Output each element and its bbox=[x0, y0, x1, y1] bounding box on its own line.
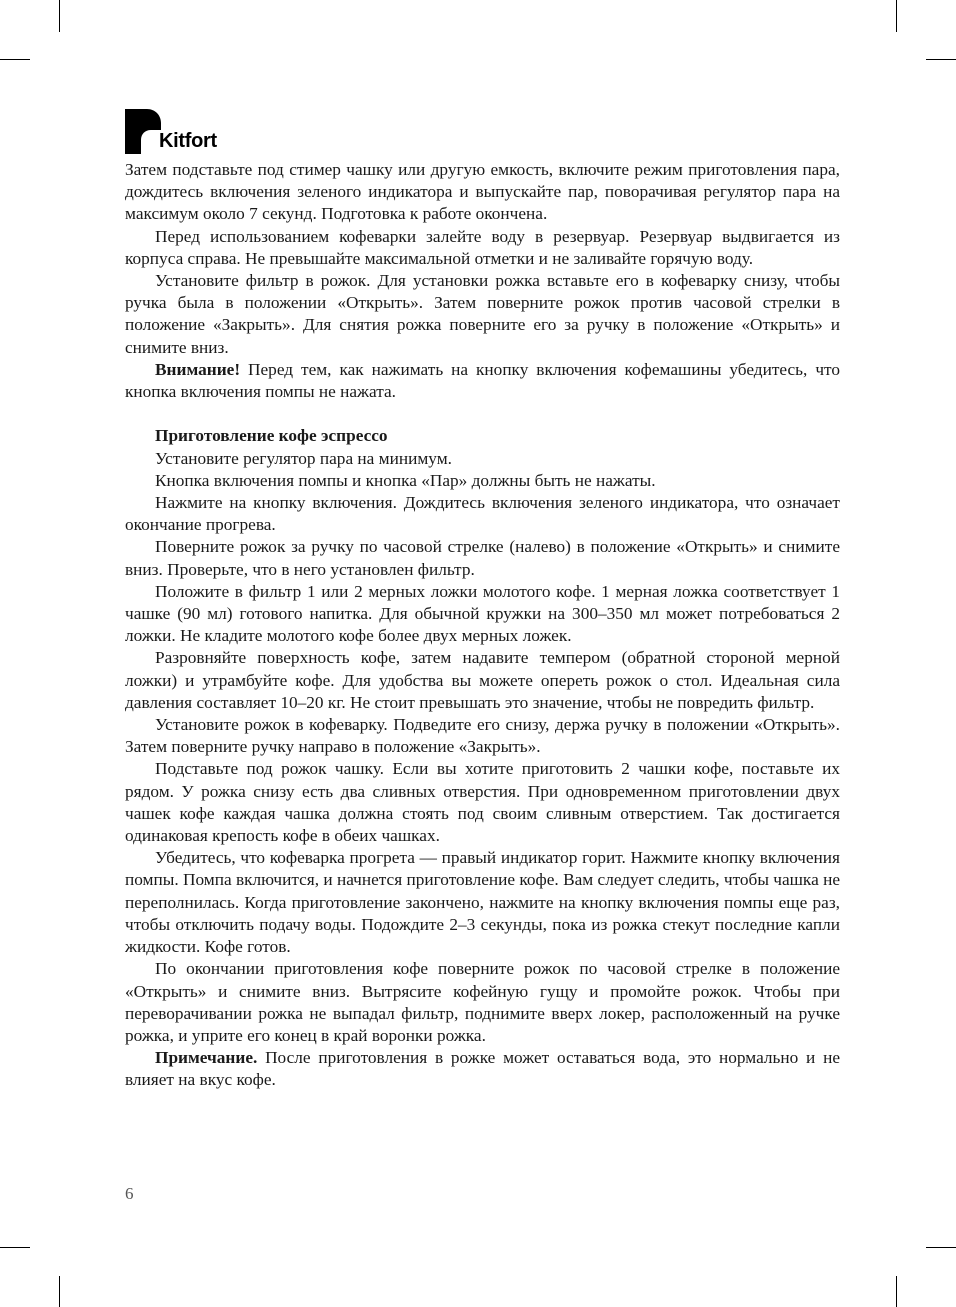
step-4: Поверните рожок за ручку по часовой стрелке (налево) в положение «Открыть» и снимите вниз. Проверьте, что в него установлен фильтр. bbox=[125, 537, 840, 579]
section-heading-espresso: Приготовление кофе эспрессо bbox=[155, 426, 388, 446]
page-number: 6 bbox=[125, 1184, 134, 1203]
note-label: Примечание. bbox=[155, 1048, 258, 1068]
document-body bbox=[125, 159, 840, 1092]
crop-mark-bottom-right-v bbox=[896, 1276, 897, 1307]
step-10: По окончании приготовления кофе поверните рожок по часовой стрелке в положение «Открыть» и снимите вниз. Вытрясите кофейную гущу и промойте рожок. Чтобы при переворачивании рожка не выпадал фильтр, поднимите вверх локер, расположенный на ручке рожка, и уприте его конец в край воронки рожка. bbox=[125, 959, 840, 1045]
paragraph-filter: Установите фильтр в рожок. Для установки рожка вставьте его в кофеварку снизу, чтобы ручка была в положении «Открыть». Затем поверните рожок против часовой стрелки в положение «Закрыть». Для снятия рожка поверните его за ручку в положение «Открыть» и снимите вниз. bbox=[125, 271, 840, 357]
brand-name: Kitfort bbox=[159, 130, 217, 152]
step-1: Установите регулятор пара на минимум. bbox=[155, 448, 452, 468]
step-5: Положите в фильтр 1 или 2 мерных ложки молотого кофе. 1 мерная ложка соответствует 1 чашке (90 мл) готового напитка. Для обычной кружки на 300–350 мл может потребоваться 2 ложки. Не кладите молотого кофе более двух мерных ложек. bbox=[125, 581, 840, 646]
paragraph-steam: Затем подставьте под стимер чашку или другую емкость, включите режим приготовления пара, дождитесь включения зеленого индикатора и выпускайте пар, поворачивая регулятор пара на максимум около 7 секунд. Подготовка к работе окончена. bbox=[125, 160, 840, 224]
step-3: Нажмите на кнопку включения. Дождитесь включения зеленого индикатора, что означает окончание прогрева. bbox=[125, 493, 840, 535]
brand-logo bbox=[125, 109, 245, 155]
crop-mark-top-right-v bbox=[896, 0, 897, 32]
paragraph-note bbox=[125, 1047, 840, 1091]
crop-mark-top-right-h bbox=[926, 59, 956, 60]
step-7: Установите рожок в кофеварку. Подведите его снизу, держа ручку в положении «Открыть». Затем поверните ручку направо в положение «Закрыть». bbox=[125, 715, 840, 757]
step-6: Разровняйте поверхность кофе, затем надавите темпером (обратной стороной мерной ложки) и утрамбуйте кофе. Для удобства вы можете опереть рожок о стол. Идеальная сила давления составляет 10–20 кг. Не стоит превышать это значение, чтобы не повредить фильтр. bbox=[125, 648, 840, 712]
paragraph-reservoir: Перед использованием кофеварки залейте воду в резервуар. Резервуар выдвигается из корпуса справа. Не превышайте максимальной отметки и не заливайте горячую воду. bbox=[125, 226, 840, 268]
crop-mark-top-left-h bbox=[0, 59, 30, 60]
kitfort-logo-icon bbox=[125, 109, 161, 154]
crop-mark-bottom-left-h bbox=[0, 1247, 30, 1248]
step-2: Кнопка включения помпы и кнопка «Пар» должны быть не нажаты. bbox=[155, 470, 656, 490]
step-8: Подставьте под рожок чашку. Если вы хотите приготовить 2 чашки кофе, поставьте их рядом. У рожка снизу есть два сливных отверстия. При одновременном приготовлении двух чашек кофе каждая чашка должна стоять под своим сливным отверстием. Так достигается одинаковая крепость кофе в обеих чашках. bbox=[125, 759, 840, 846]
crop-mark-top-left-v bbox=[59, 0, 60, 32]
warning-label: Внимание! bbox=[155, 359, 241, 379]
crop-mark-bottom-left-v bbox=[59, 1276, 60, 1307]
crop-mark-bottom-right-h bbox=[926, 1247, 956, 1248]
paragraph-warning bbox=[125, 359, 840, 403]
warning-text: Перед тем, как нажимать на кнопку включения кофемашины убедитесь, что кнопка включения помпы не нажата. bbox=[125, 359, 840, 402]
note-text: После приготовления в рожке может оставаться вода, это нормально и не влияет на вкус кофе. bbox=[125, 1048, 840, 1090]
step-9: Убедитесь, что кофеварка прогрета — правый индикатор горит. Нажмите кнопку включения помпы. Помпа включится, и начнется приготовление кофе. Вам следует следить, чтобы чашка не переполнилась. Когда приготовление закончено, нажмите на кнопку включения помпы еще раз, чтобы отключить подачу воды. Подождите 2–3 секунды, пока из рожка стекут последние капли жидкости. Кофе готов. bbox=[125, 848, 840, 957]
